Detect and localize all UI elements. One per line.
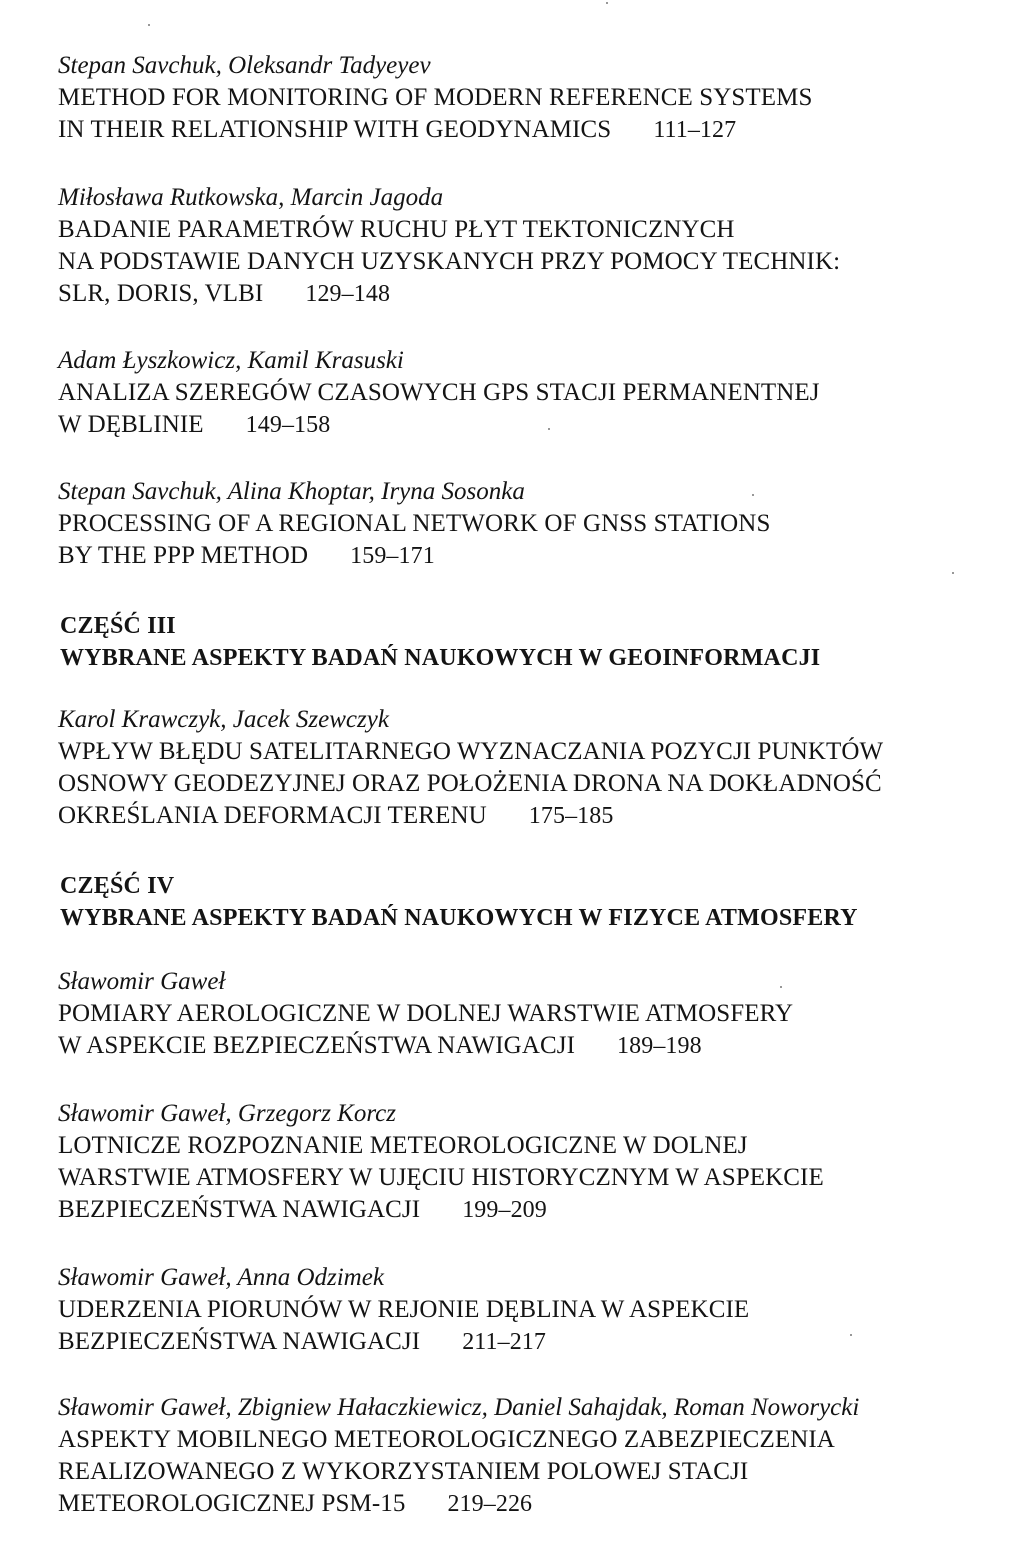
entry-title-line: METHOD FOR MONITORING OF MODERN REFERENCE SYSTEMS [58, 84, 813, 111]
entry-authors: Sławomir Gaweł, Zbigniew Hałaczkiewicz, Daniel Sahajdak, Roman Noworycki [58, 1394, 860, 1421]
entry-title-line: REALIZOWANEGO Z WYKORZYSTANIEM POLOWEJ STACJI [58, 1458, 749, 1485]
entry-title-text: W DĘBLINIE [58, 411, 204, 438]
entry-title-text: BEZPIECZEŃSTWA NAWIGACJI [58, 1196, 421, 1223]
entry-title-text: SLR, DORIS, VLBI [58, 280, 264, 307]
toc-entry [58, 182, 988, 310]
toc-entry [58, 476, 988, 572]
entry-authors: Sławomir Gaweł, Grzegorz Korcz [58, 1100, 396, 1127]
scan-speck [548, 428, 550, 430]
entry-title-line [58, 1194, 988, 1226]
entry-title-line: NA PODSTAWIE DANYCH UZYSKANYCH PRZY POMOCY TECHNIK: [58, 248, 841, 275]
entry-title-line: ANALIZA SZEREGÓW CZASOWYCH GPS STACJI PERMANENTNEJ [58, 379, 820, 406]
entry-page-range: 211–217 [462, 1329, 546, 1355]
entry-title-line [58, 114, 988, 146]
entry-authors: Miłosława Rutkowska, Marcin Jagoda [58, 184, 444, 211]
toc-entry [58, 704, 988, 832]
part-heading [60, 870, 990, 934]
toc-entry [58, 345, 988, 441]
entry-title-line: ASPEKTY MOBILNEGO METEOROLOGICZNEGO ZABEZPIECZENIA [58, 1426, 835, 1453]
part-title: WYBRANE ASPEKTY BADAŃ NAUKOWYCH W GEOINFORMACJI [60, 645, 821, 671]
entry-authors: Stepan Savchuk, Oleksandr Tadyeyev [58, 52, 431, 79]
entry-title-line: WPŁYW BŁĘDU SATELITARNEGO WYZNACZANIA POZYCJI PUNKTÓW [58, 738, 884, 765]
entry-authors: Stepan Savchuk, Alina Khoptar, Iryna Sosonka [58, 478, 525, 505]
entry-authors: Sławomir Gaweł, Anna Odzimek [58, 1264, 384, 1291]
entry-page-range: 175–185 [528, 803, 614, 829]
scan-speck [850, 1334, 852, 1336]
entry-title-text: METEOROLOGICZNEJ PSM-15 [58, 1490, 406, 1517]
scan-speck [952, 572, 954, 574]
entry-title-line [58, 278, 988, 310]
part-label: CZĘŚĆ IV [60, 873, 175, 899]
entry-page-range: 111–127 [653, 117, 737, 143]
entry-title-line [58, 800, 988, 832]
entry-authors: Karol Krawczyk, Jacek Szewczyk [58, 706, 389, 733]
toc-entry [58, 50, 988, 146]
entry-title-text: BY THE PPP METHOD [58, 542, 309, 569]
toc-entry [58, 1392, 988, 1520]
entry-page-range: 159–171 [350, 543, 435, 569]
scan-speck [606, 2, 608, 4]
entry-title-line [58, 540, 988, 572]
entry-title-text: IN THEIR RELATIONSHIP WITH GEODYNAMICS [58, 116, 612, 143]
entry-title-line: UDERZENIA PIORUNÓW W REJONIE DĘBLINA W ASPEKCIE [58, 1296, 750, 1323]
toc-entry [58, 1098, 988, 1226]
entry-title-line: OSNOWY GEODEZYJNEJ ORAZ POŁOŻENIA DRONA NA DOKŁADNOŚĆ [58, 770, 882, 797]
entry-title-line [58, 1488, 988, 1520]
entry-page-range: 199–209 [462, 1197, 547, 1223]
entry-title-line [58, 409, 988, 441]
entry-title-text: OKREŚLANIA DEFORMACJI TERENU [58, 802, 487, 829]
entry-authors: Sławomir Gaweł [58, 968, 226, 995]
entry-title-text: BEZPIECZEŃSTWA NAWIGACJI [58, 1328, 421, 1355]
entry-title-text: W ASPEKCIE BEZPIECZEŃSTWA NAWIGACJI [58, 1032, 576, 1059]
entry-title-line: PROCESSING OF A REGIONAL NETWORK OF GNSS STATIONS [58, 510, 771, 537]
entry-title-line: POMIARY AEROLOGICZNE W DOLNEJ WARSTWIE ATMOSFERY [58, 1000, 794, 1027]
entry-authors: Adam Łyszkowicz, Kamil Krasuski [58, 347, 404, 374]
entry-page-range: 129–148 [305, 281, 391, 307]
entry-title-line: BADANIE PARAMETRÓW RUCHU PŁYT TEKTONICZNYCH [58, 216, 735, 243]
entry-title-line: LOTNICZE ROZPOZNANIE METEOROLOGICZNE W DOLNEJ [58, 1132, 748, 1159]
entry-title-line [58, 1030, 988, 1062]
part-heading [60, 610, 990, 674]
part-label: CZĘŚĆ III [60, 613, 176, 639]
entry-page-range: 189–198 [617, 1033, 702, 1059]
entry-page-range: 219–226 [447, 1491, 533, 1517]
entry-page-range: 149–158 [245, 412, 331, 438]
scan-speck [752, 494, 754, 496]
toc-entry [58, 1262, 988, 1358]
entry-title-line [58, 1326, 988, 1358]
scan-speck [148, 24, 150, 26]
entry-title-line: WARSTWIE ATMOSFERY W UJĘCIU HISTORYCZNYM W ASPEKCIE [58, 1164, 824, 1191]
part-title: WYBRANE ASPEKTY BADAŃ NAUKOWYCH W FIZYCE ATMOSFERY [60, 905, 858, 931]
toc-entry [58, 966, 988, 1062]
scan-speck [780, 986, 782, 988]
